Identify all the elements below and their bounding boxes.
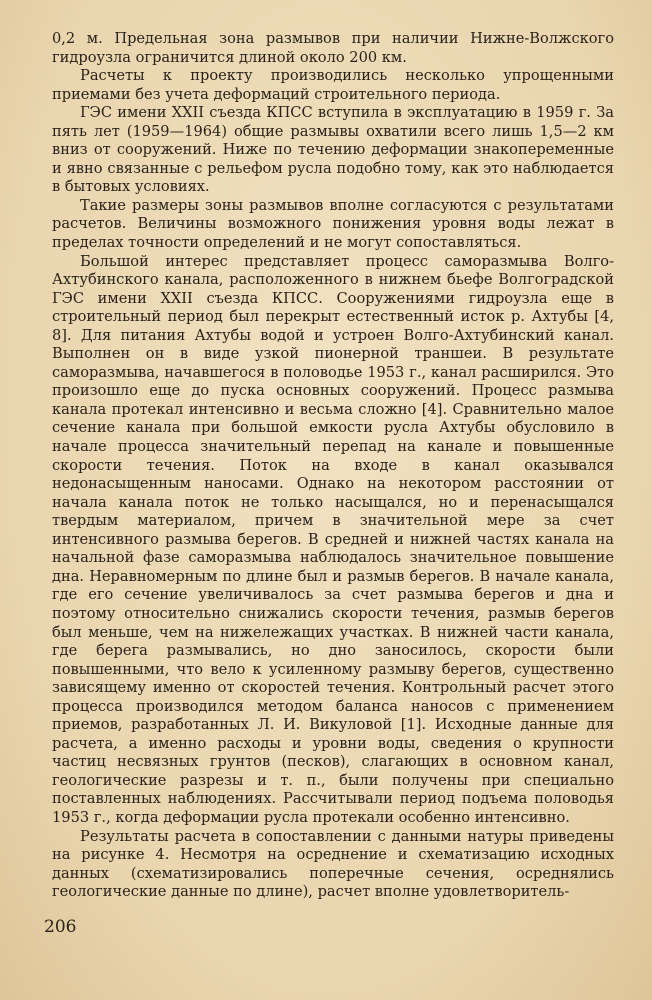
paragraph-4: Такие размеры зоны размывов вполне согласуются с результатами расчетов. Величины возможного понижения уровня воды лежат в пределах точности определений и не могут сопоставляться. <box>52 196 614 252</box>
paragraph-2: Расчеты к проекту производились несколько упрощенными приемами без учета деформаций строительного периода. <box>52 67 614 103</box>
paragraph-1: 0,2 м. Предельная зона размывов при наличии Нижне-Волжского гидроузла ограничится длиной около 200 км. <box>52 30 614 66</box>
body-text <box>52 30 614 902</box>
paragraph-6: Результаты расчета в сопоставлении с данными натуры приведены на рисунке 4. Несмотря на осреднение и схематизацию исходных данных (схематизировались поперечные сечения, осреднялись геологические данные по длине), расчет вполне удовлетворитель- <box>52 827 614 901</box>
paragraph-3: ГЭС имени XXII съезда КПСС вступила в эксплуатацию в 1959 г. За пять лет (1959—1964) общие размывы охватили всего лишь 1,5—2 км вниз от сооружений. Ниже по течению деформации знакопеременные и явно связанные с рельефом русла подобно тому, как это наблюдается в бытовых условиях. <box>52 104 614 196</box>
page-number: 206 <box>44 917 77 937</box>
paragraph-5: Большой интерес представляет процесс саморазмыва Волго-Ахтубинского канала, расположенного в нижнем бьефе Волгоградской ГЭС имени XXII съезда КПСС. Сооружениями гидроузла еще в строительный период был перекрыт естественный исток р. Ахтубы [4, 8]. Для питания Ахтубы водой и устроен Волго-Ахтубинский канал. Выполнен он в виде узкой пионерной траншеи. В результате саморазмыва, начавшегося в половодье 1953 г., канал расширился. Это произошло еще до пуска основных сооружений. Процесс размыва канала протекал интенсивно и весьма сложно [4]. Сравнительно малое сечение канала при большой емкости русла Ахтубы обусловило в начале процесса значительный перепад на канале и повышенные скорости течения. Поток на входе в канал оказывался недонасыщенным наносами. Однако на некотором расстоянии от начала канала поток не только насыщался, но и перенасыщался твердым материалом, причем в значительной мере за счет интенсивного размыва берегов. В средней и нижней частях канала на начальной фазе саморазмыва наблюдалось значительное повышение дна. Неравномерным по длине был и размыв берегов. В начале канала, где его сечение увеличивалось за счет размыва берегов и дна и поэтому относительно снижались скорости течения, размыв берегов был меньше, чем на нижележащих участках. В нижней части канала, где берега размывались, но дно заносилось, скорости были повышенными, что вело к усиленному размыву берегов, существенно зависящему именно от скоростей течения. Контрольный расчет этого процесса производился методом баланса наносов с применением приемов, разработанных Л. И. Викуловой [1]. Исходные данные для расчета, а именно расходы и уровни воды, сведения о крупности частиц несвязных грунтов (песков), слагающих в основном канал, геологические разрезы и т. п., были получены при специально поставленных наблюдениях. Рассчитывали период подъема половодья 1953 г., когда деформации русла протекали особенно интенсивно. <box>52 252 614 826</box>
